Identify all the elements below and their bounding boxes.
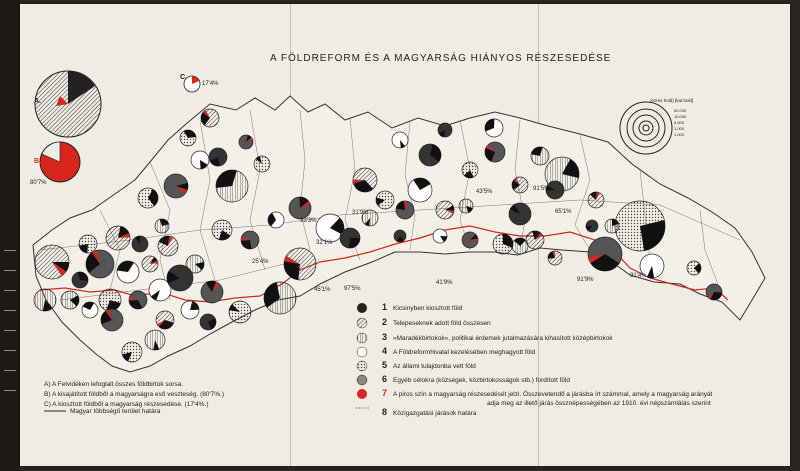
pie-c-label: C. <box>180 74 187 81</box>
pie-b-label: B. <box>34 158 41 165</box>
scale-item: 50.000 <box>674 108 687 113</box>
pie-a <box>35 71 101 137</box>
legend-number: 5 <box>382 360 388 370</box>
district-pct: 91'4% <box>630 273 647 279</box>
district-pct: 91'5% <box>533 186 550 192</box>
legend-text: Kicsinyben kiosztott föld <box>393 305 463 312</box>
legend-text-continued: adja meg az illető járás össznépességében az 1910. évi népszámlálás szerint <box>487 400 711 407</box>
pie-a-label: A. <box>34 98 41 105</box>
legend-number: 4 <box>382 346 388 356</box>
district-pct: 33'3% <box>300 218 317 224</box>
district-pct: 32'1% <box>316 240 333 246</box>
scale-header: (ezres hold) [kat.hold] <box>650 98 694 103</box>
legend-number: 7 <box>382 388 388 398</box>
district-pct: 31'9% <box>352 210 369 216</box>
district-pct: 91'9% <box>577 277 594 283</box>
scale-item: 5.000 <box>674 120 685 125</box>
legend-text: A piros szín a magyarság részesedését jelzi. Összevetendő a járásba írt számmal, amely a magyarság arányát <box>393 391 713 398</box>
district-pct: 97'5% <box>344 286 361 292</box>
pie-c-value: 17'4% <box>202 81 219 87</box>
legend-text: Az állami tulajdonba vett föld <box>393 363 476 370</box>
scale-circles <box>620 102 672 154</box>
pie-b <box>40 142 80 182</box>
note-c: C) A kiosztott földből a magyarság részesedése. (17'4%.) <box>44 401 209 408</box>
scale-item: 1.000 <box>674 132 685 137</box>
legend-text: »Maradékbirtokok«, politikai érdemek jutalmazására kihasított középbirtokok <box>393 335 613 342</box>
legend-number: 3 <box>382 332 388 342</box>
scale-item: 10.000 <box>674 114 687 119</box>
legend-text: Közigazgatási járások határa <box>393 410 477 417</box>
district-pct: 41'9% <box>436 280 453 286</box>
legend-number: 8 <box>382 407 388 417</box>
scale-item: 1.000 <box>674 126 685 131</box>
pie-b-value: 80'7% <box>30 180 47 186</box>
district-pct: 65'1% <box>555 209 572 215</box>
legend-number: 2 <box>382 317 388 327</box>
legend-swatches <box>355 303 370 408</box>
legend-text: A Földreformhivatal kezelésében meghagyott föld <box>393 349 536 356</box>
district-pct: 43'5% <box>476 189 493 195</box>
legend-text: Egyéb célokra (községek, közbirtokosságok stb.) fordított föld <box>393 377 571 384</box>
district-pct: 25'4% <box>252 259 269 265</box>
legend-number: 6 <box>382 374 388 384</box>
note-a: A) A Felvidéken lefoglalt összes földbirtok sorsa. <box>44 381 184 388</box>
map-title: A FÖLDREFORM ÉS A MAGYARSÁG HIÁNYOS RÉSZESEDÉSE <box>270 53 612 64</box>
legend-number: 1 <box>382 302 388 312</box>
border-note: Magyar többségű terület határa <box>70 408 161 415</box>
note-b: B) A kisajátított földből a magyarságra eső veszteség. (80'7%.) <box>44 391 225 398</box>
legend-text: Telepeseknek adott föld összesen <box>393 320 491 327</box>
district-pct: 45'1% <box>314 287 331 293</box>
